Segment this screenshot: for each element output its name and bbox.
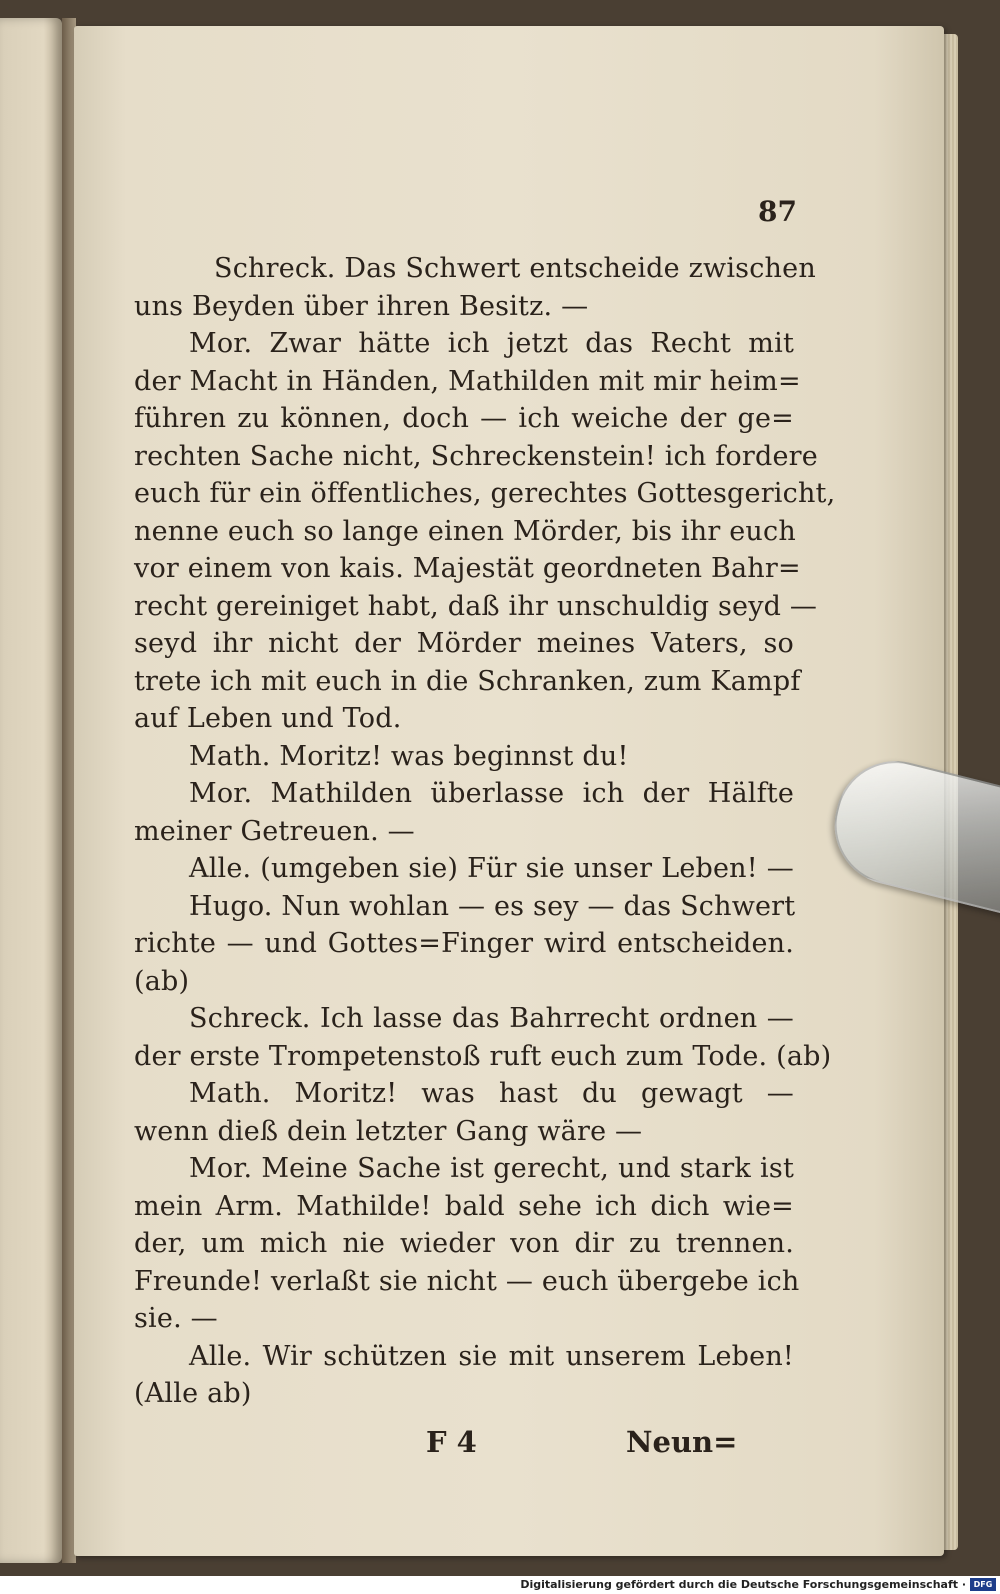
text-line: (Alle ab) (134, 1378, 252, 1409)
text-line: (ab) (134, 965, 190, 997)
catchword: Neun= (626, 1425, 738, 1459)
text-line: führen zu können, doch — ich weiche der ge= (134, 403, 794, 434)
text-line: Alle. Wir schützen sie mit unserem Leben! (189, 1340, 794, 1372)
dfg-logo: DFG (970, 1578, 996, 1591)
text-line: mein Arm. Mathilde! bald sehe ich dich wie= (134, 1190, 794, 1222)
text-line: nenne euch so lange einen Mörder, bis ihr euch (134, 515, 796, 547)
funding-credit: Digitalisierung gefördert durch die Deutsche Forschungsgemeinschaft · (520, 1578, 966, 1591)
text-line: Mor. Zwar hätte ich jetzt das Recht mit (189, 328, 794, 359)
text-line: Freunde! verlaßt sie nicht — euch übergebe ich (134, 1265, 800, 1297)
text-line: recht gereiniget habt, daß ihr unschuldig seyd — (134, 590, 818, 622)
catchline (0, 1425, 1000, 1465)
signature-mark: F 4 (426, 1425, 477, 1459)
text-line: Hugo. Nun wohlan — es sey — das Schwert (189, 890, 796, 922)
text-line: Schreck. Ich lasse das Bahrrecht ordnen — (189, 1003, 794, 1034)
text-block (134, 250, 836, 1413)
text-line: Schreck. Das Schwert entscheide zwischen (214, 253, 816, 284)
text-line: der Macht in Händen, Mathilden mit mir heim= (134, 365, 801, 397)
text-line: meiner Getreuen. — (134, 815, 415, 847)
text-line: wenn dieß dein letzter Gang wäre — (134, 1115, 643, 1147)
text-line: Math. Moritz! was hast du gewagt — (189, 1078, 794, 1109)
text-line: richte — und Gottes=Finger wird entscheiden. (134, 928, 794, 959)
text-line: Math. Moritz! was beginnst du! (189, 740, 629, 772)
text-line: Mor. Meine Sache ist gerecht, und stark ist (189, 1153, 794, 1184)
text-line: der, um mich nie wieder von dir zu trennen. (134, 1228, 794, 1259)
text-line: vor einem von kais. Majestät geordneten Bahr= (134, 553, 801, 584)
text-line: Alle. (umgeben sie) Für sie unser Leben! — (189, 853, 794, 884)
text-line: euch für ein öffentliches, gerechtes Gottesgericht, (134, 478, 836, 509)
text-line: seyd ihr nicht der Mörder meines Vaters, so (134, 628, 794, 659)
text-line: Mor. Mathilden überlasse ich der Hälfte (189, 778, 794, 809)
text-line: trete ich mit euch in die Schranken, zum Kampf (134, 665, 801, 697)
text-line: der erste Trompetenstoß ruft euch zum Tode. (ab) (134, 1040, 832, 1072)
text-line: sie. — (134, 1303, 218, 1334)
facing-page-edge (0, 18, 62, 1563)
page-number: 87 (758, 195, 797, 228)
text-line: rechten Sache nicht, Schreckenstein! ich fordere (134, 440, 818, 472)
text-line: uns Beyden über ihren Besitz. — (134, 290, 589, 322)
text-line: auf Leben und Tod. (134, 703, 402, 734)
